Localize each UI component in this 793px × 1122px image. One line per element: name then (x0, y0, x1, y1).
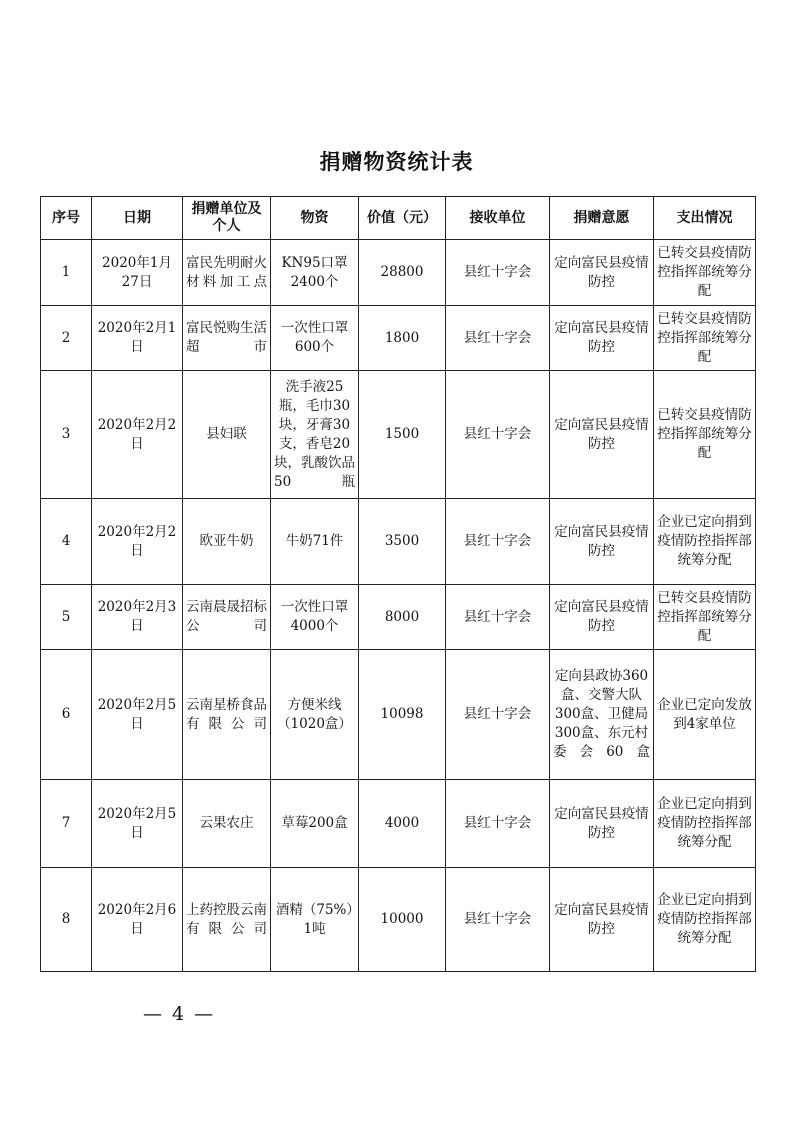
page-title: 捐赠物资统计表 (319, 149, 474, 174)
header-row (41, 197, 756, 240)
intent-cell: 定向富民县疫情防控 (550, 499, 654, 585)
table-row (41, 650, 756, 780)
table-row (41, 240, 756, 306)
value-cell: 10098 (359, 650, 446, 780)
donor-cell: 云南星桥食品有限公司 (183, 650, 271, 780)
header-cell: 捐赠单位及个人 (183, 197, 271, 240)
intent-cell: 定向富民县疫情防控 (550, 868, 654, 972)
receiver-cell: 县红十字会 (446, 780, 550, 868)
donor-cell: 富民先明耐火材料加工点 (183, 240, 271, 306)
header-cell: 接收单位 (446, 197, 550, 240)
table-row (41, 780, 756, 868)
header-cell: 捐赠意愿 (550, 197, 654, 240)
intent-cell: 定向富民县疫情防控 (550, 240, 654, 306)
receiver-cell: 县红十字会 (446, 868, 550, 972)
row-number: 7 (41, 780, 92, 868)
spend-cell: 企业已定向发放到4家单位 (654, 650, 756, 780)
goods-cell: 牛奶71件 (271, 499, 359, 585)
donor-cell: 云果农庄 (183, 780, 271, 868)
table-row (41, 306, 756, 371)
spend-cell: 已转交县疫情防控指挥部统筹分配 (654, 240, 756, 306)
header-cell: 序号 (41, 197, 92, 240)
table-body (41, 197, 756, 972)
intent-cell: 定向富民县疫情防控 (550, 780, 654, 868)
date-cell: 2020年1月27日 (92, 240, 183, 306)
row-number: 6 (41, 650, 92, 780)
donor-cell: 上药控股云南有限公司 (183, 868, 271, 972)
receiver-cell: 县红十字会 (446, 499, 550, 585)
header-cell: 物资 (271, 197, 359, 240)
goods-cell: 方便米线（1020盒） (271, 650, 359, 780)
donor-cell: 富民悦购生活超市 (183, 306, 271, 371)
spend-cell: 已转交县疫情防控指挥部统筹分配 (654, 306, 756, 371)
header-cell: 价值（元） (359, 197, 446, 240)
value-cell: 28800 (359, 240, 446, 306)
value-cell: 8000 (359, 585, 446, 650)
table-row (41, 499, 756, 585)
donor-cell: 欧亚牛奶 (183, 499, 271, 585)
receiver-cell: 县红十字会 (446, 585, 550, 650)
intent-cell: 定向富民县疫情防控 (550, 585, 654, 650)
date-cell: 2020年2月6日 (92, 868, 183, 972)
value-cell: 1500 (359, 371, 446, 499)
table-row (41, 868, 756, 972)
date-cell: 2020年2月2日 (92, 499, 183, 585)
row-number: 2 (41, 306, 92, 371)
value-cell: 4000 (359, 780, 446, 868)
row-number: 3 (41, 371, 92, 499)
receiver-cell: 县红十字会 (446, 240, 550, 306)
intent-cell: 定向富民县疫情防控 (550, 306, 654, 371)
row-number: 1 (41, 240, 92, 306)
value-cell: 1800 (359, 306, 446, 371)
spend-cell: 企业已定向捐到疫情防控指挥部统筹分配 (654, 780, 756, 868)
receiver-cell: 县红十字会 (446, 371, 550, 499)
goods-cell: 草莓200盒 (271, 780, 359, 868)
table-row (41, 585, 756, 650)
row-number: 8 (41, 868, 92, 972)
spend-cell: 已转交县疫情防控指挥部统筹分配 (654, 371, 756, 499)
header-cell: 日期 (92, 197, 183, 240)
goods-cell: 洗手液25瓶，毛巾30块，牙膏30支，香皂20块，乳酸饮品50瓶 (271, 371, 359, 499)
donation-table (40, 196, 756, 972)
date-cell: 2020年2月1日 (92, 306, 183, 371)
receiver-cell: 县红十字会 (446, 306, 550, 371)
spend-cell: 企业已定向捐到疫情防控指挥部统筹分配 (654, 499, 756, 585)
value-cell: 10000 (359, 868, 446, 972)
header-cell: 支出情况 (654, 197, 756, 240)
spend-cell: 已转交县疫情防控指挥部统筹分配 (654, 585, 756, 650)
goods-cell: 一次性口罩4000个 (271, 585, 359, 650)
row-number: 4 (41, 499, 92, 585)
goods-cell: 酒精（75%）1吨 (271, 868, 359, 972)
intent-cell: 定向富民县疫情防控 (550, 371, 654, 499)
donor-cell: 县妇联 (183, 371, 271, 499)
intent-cell: 定向县政协360盒、交警大队300盒、卫健局 300盒、东元村委会60盒 (550, 650, 654, 780)
date-cell: 2020年2月3日 (92, 585, 183, 650)
spend-cell: 企业已定向捐到疫情防控指挥部统筹分配 (654, 868, 756, 972)
page-number: — 4 — (143, 1003, 216, 1025)
date-cell: 2020年2月2日 (92, 371, 183, 499)
donor-cell: 云南晨晟招标公司 (183, 585, 271, 650)
date-cell: 2020年2月5日 (92, 650, 183, 780)
table-row (41, 371, 756, 499)
value-cell: 3500 (359, 499, 446, 585)
receiver-cell: 县红十字会 (446, 650, 550, 780)
row-number: 5 (41, 585, 92, 650)
goods-cell: KN95口罩2400个 (271, 240, 359, 306)
goods-cell: 一次性口罩600个 (271, 306, 359, 371)
date-cell: 2020年2月5日 (92, 780, 183, 868)
